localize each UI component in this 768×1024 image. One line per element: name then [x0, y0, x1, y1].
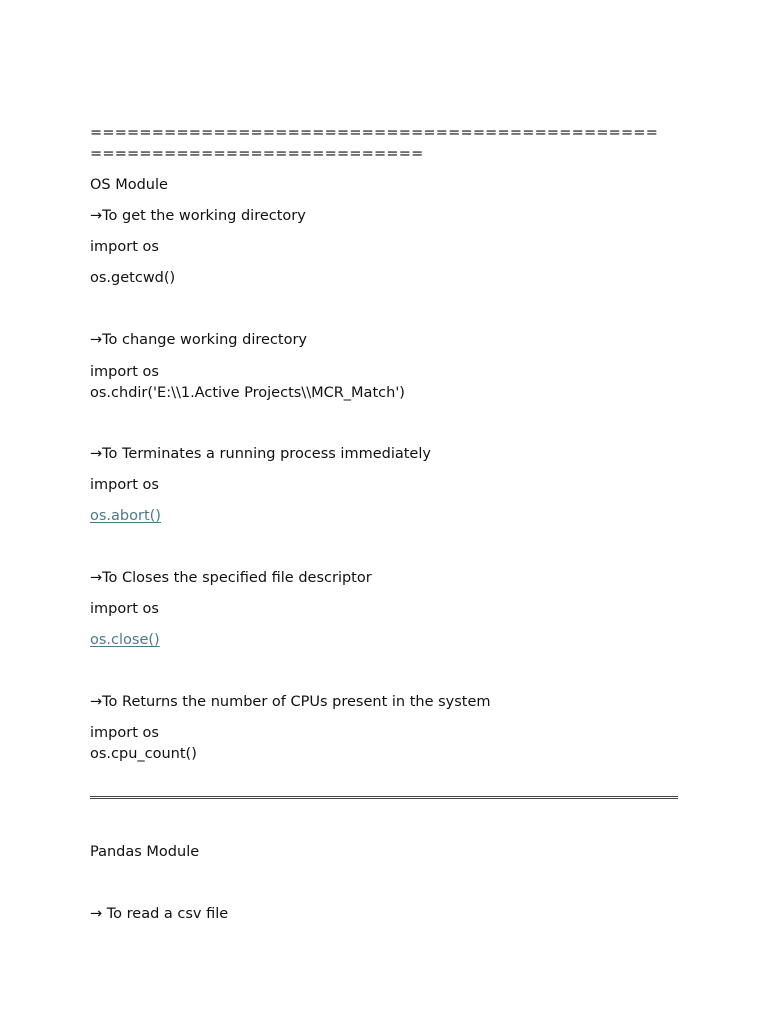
separator-line-2: =========================== — [90, 146, 424, 162]
os-item-5-code-2: os.cpu_count() — [90, 746, 197, 762]
os-item-1-heading: →To get the working directory — [90, 208, 306, 224]
os-item-4-code-1: import os — [90, 601, 159, 617]
os-item-2-code-2: os.chdir('E:\\1.Active Projects\\MCR_Match') — [90, 385, 405, 401]
os-item-3-heading: →To Terminates a running process immediately — [90, 446, 431, 462]
pandas-item-1-heading: → To read a csv file — [90, 906, 229, 922]
pandas-module-title: Pandas Module — [90, 844, 200, 860]
os-abort-link[interactable]: os.abort() — [90, 508, 161, 524]
os-item-3-code-1: import os — [90, 477, 159, 493]
os-item-5-code-1: import os — [90, 725, 159, 741]
os-item-1-code-2: os.getcwd() — [90, 270, 176, 286]
os-item-5-heading: →To Returns the number of CPUs present in the system — [90, 694, 491, 710]
os-item-2-heading: →To change working directory — [90, 332, 307, 348]
os-close-link[interactable]: os.close() — [90, 632, 160, 648]
separator-line-1: ============================================== — [90, 125, 659, 141]
os-item-4-heading: →To Closes the specified file descriptor — [90, 570, 372, 586]
os-item-2-code-1: import os — [90, 364, 159, 380]
os-item-1-code-1: import os — [90, 239, 159, 255]
horizontal-rule — [90, 796, 678, 799]
os-module-title: OS Module — [90, 177, 168, 193]
document-page — [90, 0, 690, 1024]
